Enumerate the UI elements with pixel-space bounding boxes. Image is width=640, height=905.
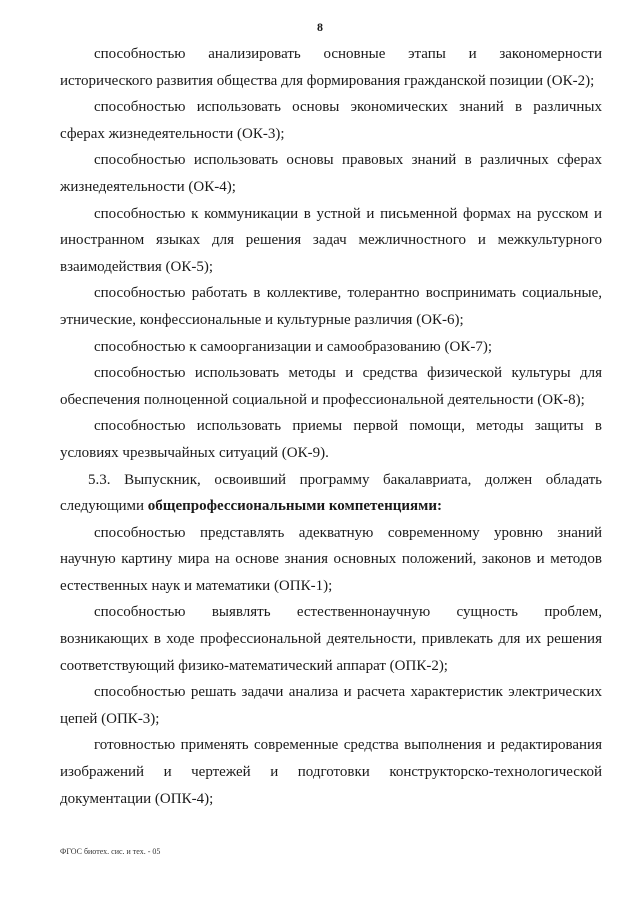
paragraph-ok-6: способностью работать в коллективе, толерантно воспринимать социальные, этнические, конфессиональные и культурные различия (ОК-6); bbox=[60, 285, 602, 328]
paragraph-ok-8: способностью использовать методы и средства физической культуры для обеспечения полноценной социальной и профессиональной деятельности (ОК-8); bbox=[60, 365, 602, 408]
document-body bbox=[60, 41, 602, 812]
page-number: 8 bbox=[317, 20, 323, 34]
section-5-3-text: 5.3. Выпускник, освоивший программу бакалавриата, должен обладать следующими bbox=[60, 471, 602, 515]
paragraph-ok-9: способностью использовать приемы первой помощи, методы защиты в условиях чрезвычайных ситуаций (ОК-9). bbox=[60, 418, 602, 461]
section-5-3-bold-term: общепрофессиональными компетенциями: bbox=[147, 498, 442, 515]
paragraph-opk-4: готовностью применять современные средства выполнения и редактирования изображений и чертежей и подготовки конструкторско-технологической документации (ОПК-4); bbox=[60, 737, 602, 807]
paragraph-ok-3: способностью использовать основы экономических знаний в различных сферах жизнедеятельности (ОК-3); bbox=[60, 99, 602, 142]
paragraph-ok-4: способностью использовать основы правовых знаний в различных сферах жизнедеятельности (ОК-4); bbox=[60, 152, 602, 195]
paragraph-ok-2: способностью анализировать основные этапы и закономерности исторического развития общества для формирования гражданской позиции (ОК-2); bbox=[60, 46, 602, 89]
paragraph-ok-5: способностью к коммуникации в устной и письменной формах на русском и иностранном языках для решения задач межличностного и межкультурного взаимодействия (ОК-5); bbox=[60, 205, 602, 275]
section-5-3-lead bbox=[60, 467, 602, 520]
paragraph-ok-7: способностью к самоорганизации и самообразованию (ОК-7); bbox=[94, 338, 493, 355]
paragraph-opk-1: способностью представлять адекватную современному уровню знаний научную картину мира на основе знания основных положений, законов и методов естественных наук и математики (ОПК-1); bbox=[60, 524, 602, 594]
paragraph-opk-2: способностью выявлять естественнонаучную сущность проблем, возникающих в ходе профессиональной деятельности, привлекать для их решения соответствующий физико-математический аппарат (ОПК-2); bbox=[60, 604, 602, 674]
footer-note: ФГОС биотех. сис. и тех. - 05 bbox=[60, 847, 161, 856]
paragraph-opk-3: способностью решать задачи анализа и расчета характеристик электрических цепей (ОПК-3); bbox=[60, 684, 602, 727]
